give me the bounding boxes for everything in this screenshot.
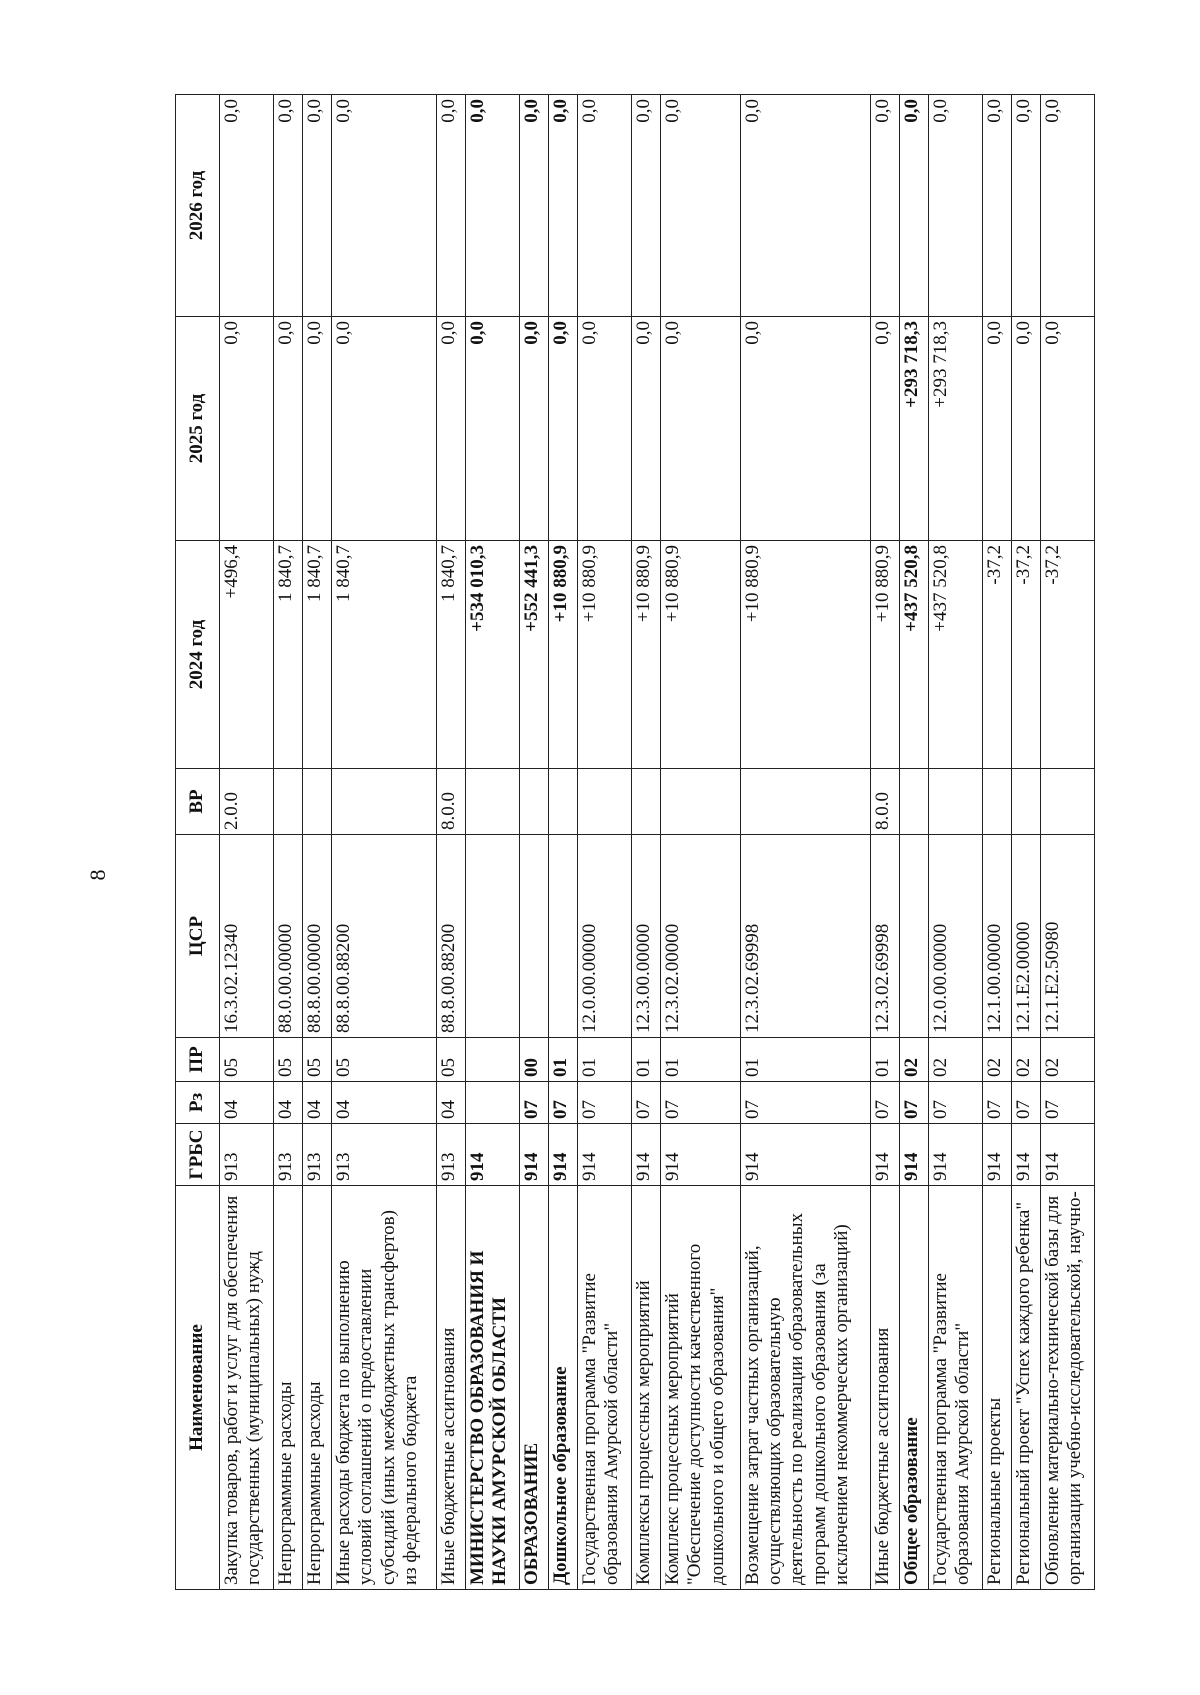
cell-vr bbox=[548, 769, 577, 835]
cell-grbs: 914 bbox=[928, 1124, 982, 1186]
cell-grbs: 914 bbox=[577, 1124, 631, 1186]
cell-csr: 88.8.00.88200 bbox=[331, 835, 436, 1038]
cell-rz: 07 bbox=[740, 1082, 871, 1124]
cell-y2025: 0,0 bbox=[331, 317, 436, 541]
cell-y2026: 0,0 bbox=[928, 95, 982, 317]
cell-pr: 01 bbox=[660, 1038, 740, 1082]
cell-y2024: 1 840,7 bbox=[437, 541, 466, 769]
header-vr: ВР bbox=[176, 769, 220, 835]
cell-csr bbox=[548, 835, 577, 1038]
cell-name: Закупка товаров, работ и услуг для обеспечения государственных (муниципальных) нужд bbox=[220, 1186, 274, 1590]
table-row bbox=[1011, 95, 1040, 1590]
cell-pr: 01 bbox=[740, 1038, 871, 1082]
cell-rz: 07 bbox=[660, 1082, 740, 1124]
cell-grbs: 914 bbox=[632, 1124, 661, 1186]
cell-pr: 02 bbox=[982, 1038, 1011, 1082]
cell-rz: 04 bbox=[331, 1082, 436, 1124]
cell-rz: 07 bbox=[1011, 1082, 1040, 1124]
cell-csr: 88.8.00.88200 bbox=[437, 835, 466, 1038]
cell-pr: 00 bbox=[520, 1038, 549, 1082]
cell-grbs: 914 bbox=[899, 1124, 928, 1186]
table-row bbox=[465, 95, 519, 1590]
cell-y2024: -37,2 bbox=[1040, 541, 1094, 769]
header-2025: 2025 год bbox=[176, 317, 220, 541]
cell-vr bbox=[274, 769, 303, 835]
cell-vr bbox=[740, 769, 871, 835]
cell-rz: 07 bbox=[928, 1082, 982, 1124]
cell-csr: 12.0.00.00000 bbox=[928, 835, 982, 1038]
cell-grbs: 914 bbox=[1040, 1124, 1094, 1186]
cell-csr: 12.3.00.00000 bbox=[632, 835, 661, 1038]
cell-y2025: 0,0 bbox=[1011, 317, 1040, 541]
cell-grbs: 913 bbox=[437, 1124, 466, 1186]
cell-y2025: 0,0 bbox=[274, 317, 303, 541]
cell-vr bbox=[928, 769, 982, 835]
cell-name: Иные расходы бюджета по выполнению условий соглашений о предоставлении субсидий (иных межбюджетных трансфертов) из федерального бюджета bbox=[331, 1186, 436, 1590]
cell-csr: 12.3.02.69998 bbox=[871, 835, 900, 1038]
cell-rz: 04 bbox=[274, 1082, 303, 1124]
cell-y2026: 0,0 bbox=[1011, 95, 1040, 317]
cell-csr: 12.1.00.00000 bbox=[982, 835, 1011, 1038]
cell-y2024: 1 840,7 bbox=[303, 541, 332, 769]
cell-y2026: 0,0 bbox=[520, 95, 549, 317]
cell-name: Региональный проект "Успех каждого ребенка" bbox=[1011, 1186, 1040, 1590]
cell-grbs: 914 bbox=[740, 1124, 871, 1186]
cell-y2026: 0,0 bbox=[1040, 95, 1094, 317]
cell-y2025: 0,0 bbox=[465, 317, 519, 541]
cell-name: Иные бюджетные ассигнования bbox=[871, 1186, 900, 1590]
cell-rz: 04 bbox=[303, 1082, 332, 1124]
cell-y2024: +534 010,3 bbox=[465, 541, 519, 769]
cell-name: Обновление материально-технической базы для организации учебно-исследовательской, научно- bbox=[1040, 1186, 1094, 1590]
cell-y2024: +437 520,8 bbox=[899, 541, 928, 769]
cell-grbs: 913 bbox=[220, 1124, 274, 1186]
cell-y2024: +552 441,3 bbox=[520, 541, 549, 769]
cell-y2024: -37,2 bbox=[982, 541, 1011, 769]
cell-rz: 07 bbox=[520, 1082, 549, 1124]
cell-vr bbox=[899, 769, 928, 835]
cell-vr: 2.0.0 bbox=[220, 769, 274, 835]
cell-pr: 05 bbox=[274, 1038, 303, 1082]
cell-y2025: 0,0 bbox=[303, 317, 332, 541]
cell-pr: 05 bbox=[437, 1038, 466, 1082]
cell-vr: 8.0.0 bbox=[437, 769, 466, 835]
cell-y2026: 0,0 bbox=[632, 95, 661, 317]
cell-y2024: +10 880,9 bbox=[577, 541, 631, 769]
cell-grbs: 914 bbox=[660, 1124, 740, 1186]
cell-csr: 12.3.02.69998 bbox=[740, 835, 871, 1038]
cell-csr: 12.1.E2.50980 bbox=[1040, 835, 1094, 1038]
cell-name: МИНИСТЕРСТВО ОБРАЗОВАНИЯ И НАУКИ АМУРСКОЙ ОБЛАСТИ bbox=[465, 1186, 519, 1590]
cell-grbs: 914 bbox=[548, 1124, 577, 1186]
cell-vr bbox=[982, 769, 1011, 835]
cell-y2024: +437 520,8 bbox=[928, 541, 982, 769]
cell-name: Государственная программа "Развитие образования Амурской области" bbox=[577, 1186, 631, 1590]
cell-pr: 01 bbox=[577, 1038, 631, 1082]
cell-y2024: -37,2 bbox=[1011, 541, 1040, 769]
cell-csr bbox=[899, 835, 928, 1038]
cell-csr: 12.1.E2.00000 bbox=[1011, 835, 1040, 1038]
cell-name: Непрограммные расходы bbox=[274, 1186, 303, 1590]
cell-csr: 12.3.02.00000 bbox=[660, 835, 740, 1038]
table-row bbox=[331, 95, 436, 1590]
cell-vr bbox=[520, 769, 549, 835]
table-row bbox=[220, 95, 274, 1590]
cell-csr bbox=[465, 835, 519, 1038]
cell-vr bbox=[331, 769, 436, 835]
cell-rz: 07 bbox=[548, 1082, 577, 1124]
cell-y2024: +10 880,9 bbox=[548, 541, 577, 769]
cell-grbs: 914 bbox=[1011, 1124, 1040, 1186]
cell-vr bbox=[577, 769, 631, 835]
cell-y2025: 0,0 bbox=[632, 317, 661, 541]
cell-y2025: 0,0 bbox=[520, 317, 549, 541]
cell-vr bbox=[1011, 769, 1040, 835]
table-row bbox=[871, 95, 900, 1590]
table-row bbox=[1040, 95, 1094, 1590]
cell-name: Дошкольное образование bbox=[548, 1186, 577, 1590]
cell-y2026: 0,0 bbox=[871, 95, 900, 317]
cell-y2026: 0,0 bbox=[982, 95, 1011, 317]
cell-pr: 05 bbox=[220, 1038, 274, 1082]
table-row bbox=[632, 95, 661, 1590]
header-2024: 2024 год bbox=[176, 541, 220, 769]
cell-y2025: 0,0 bbox=[577, 317, 631, 541]
budget-table bbox=[175, 94, 1095, 1590]
cell-grbs: 914 bbox=[520, 1124, 549, 1186]
table-row bbox=[899, 95, 928, 1590]
cell-vr bbox=[303, 769, 332, 835]
cell-y2026: 0,0 bbox=[899, 95, 928, 317]
table-row bbox=[274, 95, 303, 1590]
cell-name: Государственная программа "Развитие образования Амурской области" bbox=[928, 1186, 982, 1590]
header-2026: 2026 год bbox=[176, 95, 220, 317]
table-row bbox=[660, 95, 740, 1590]
cell-pr: 01 bbox=[632, 1038, 661, 1082]
cell-name: Комплексы процессных мероприятий bbox=[632, 1186, 661, 1590]
cell-pr: 05 bbox=[331, 1038, 436, 1082]
cell-y2024: 1 840,7 bbox=[274, 541, 303, 769]
cell-y2026: 0,0 bbox=[660, 95, 740, 317]
cell-pr: 02 bbox=[1040, 1038, 1094, 1082]
cell-pr: 01 bbox=[548, 1038, 577, 1082]
cell-y2026: 0,0 bbox=[220, 95, 274, 317]
cell-y2025: 0,0 bbox=[1040, 317, 1094, 541]
cell-pr: 02 bbox=[928, 1038, 982, 1082]
header-csr: ЦСР bbox=[176, 835, 220, 1038]
cell-rz: 07 bbox=[982, 1082, 1011, 1124]
cell-y2025: 0,0 bbox=[982, 317, 1011, 541]
cell-y2025: 0,0 bbox=[437, 317, 466, 541]
cell-vr bbox=[660, 769, 740, 835]
cell-y2026: 0,0 bbox=[303, 95, 332, 317]
cell-rz: 07 bbox=[871, 1082, 900, 1124]
cell-y2024: +10 880,9 bbox=[740, 541, 871, 769]
cell-y2025: 0,0 bbox=[548, 317, 577, 541]
cell-pr: 01 bbox=[871, 1038, 900, 1082]
table-row bbox=[928, 95, 982, 1590]
cell-rz: 07 bbox=[1040, 1082, 1094, 1124]
cell-rz bbox=[465, 1082, 519, 1124]
cell-pr bbox=[465, 1038, 519, 1082]
cell-grbs: 914 bbox=[871, 1124, 900, 1186]
cell-y2025: 0,0 bbox=[220, 317, 274, 541]
cell-y2026: 0,0 bbox=[577, 95, 631, 317]
cell-rz: 07 bbox=[632, 1082, 661, 1124]
cell-name: Возмещение затрат частных организаций, осуществляющих образовательную деятельность по реализации образовательных программ дошкольного образования (за исключением некоммерческих организаций) bbox=[740, 1186, 871, 1590]
cell-grbs: 914 bbox=[982, 1124, 1011, 1186]
cell-vr: 8.0.0 bbox=[871, 769, 900, 835]
cell-grbs: 913 bbox=[303, 1124, 332, 1186]
cell-y2025: +293 718,3 bbox=[928, 317, 982, 541]
cell-y2026: 0,0 bbox=[465, 95, 519, 317]
cell-y2026: 0,0 bbox=[437, 95, 466, 317]
table-row bbox=[303, 95, 332, 1590]
header-rz: Рз bbox=[176, 1082, 220, 1124]
cell-y2025: +293 718,3 bbox=[899, 317, 928, 541]
cell-y2026: 0,0 bbox=[331, 95, 436, 317]
cell-grbs: 913 bbox=[274, 1124, 303, 1186]
cell-name: Комплекс процессных мероприятий "Обеспечение доступности качественного дошкольного и общего образования" bbox=[660, 1186, 740, 1590]
table-header-row bbox=[176, 95, 220, 1590]
cell-y2024: +10 880,9 bbox=[871, 541, 900, 769]
cell-name: Иные бюджетные ассигнования bbox=[437, 1186, 466, 1590]
page-number: 8 bbox=[85, 869, 110, 881]
cell-rz: 07 bbox=[899, 1082, 928, 1124]
cell-y2024: +10 880,9 bbox=[660, 541, 740, 769]
cell-csr bbox=[520, 835, 549, 1038]
cell-y2025: 0,0 bbox=[740, 317, 871, 541]
table-row bbox=[740, 95, 871, 1590]
cell-y2024: +10 880,9 bbox=[632, 541, 661, 769]
cell-y2026: 0,0 bbox=[274, 95, 303, 317]
rotated-table-container bbox=[175, 95, 1095, 1590]
cell-rz: 04 bbox=[437, 1082, 466, 1124]
cell-csr: 88.8.00.00000 bbox=[303, 835, 332, 1038]
header-grbs: ГРБС bbox=[176, 1124, 220, 1186]
cell-csr: 88.0.00.00000 bbox=[274, 835, 303, 1038]
cell-vr bbox=[465, 769, 519, 835]
cell-vr bbox=[632, 769, 661, 835]
cell-name: Непрограммные расходы bbox=[303, 1186, 332, 1590]
cell-y2025: 0,0 bbox=[871, 317, 900, 541]
table-row bbox=[437, 95, 466, 1590]
table-row bbox=[548, 95, 577, 1590]
table-row bbox=[982, 95, 1011, 1590]
cell-csr: 16.3.02.12340 bbox=[220, 835, 274, 1038]
cell-pr: 05 bbox=[303, 1038, 332, 1082]
cell-pr: 02 bbox=[1011, 1038, 1040, 1082]
cell-grbs: 914 bbox=[465, 1124, 519, 1186]
cell-y2024: 1 840,7 bbox=[331, 541, 436, 769]
cell-y2026: 0,0 bbox=[548, 95, 577, 317]
cell-pr: 02 bbox=[899, 1038, 928, 1082]
cell-grbs: 913 bbox=[331, 1124, 436, 1186]
cell-name: ОБРАЗОВАНИЕ bbox=[520, 1186, 549, 1590]
cell-vr bbox=[1040, 769, 1094, 835]
table-row bbox=[520, 95, 549, 1590]
cell-csr: 12.0.00.00000 bbox=[577, 835, 631, 1038]
cell-y2026: 0,0 bbox=[740, 95, 871, 317]
cell-rz: 07 bbox=[577, 1082, 631, 1124]
header-name: Наименование bbox=[176, 1186, 220, 1590]
cell-name: Общее образование bbox=[899, 1186, 928, 1590]
cell-name: Региональные проекты bbox=[982, 1186, 1011, 1590]
cell-rz: 04 bbox=[220, 1082, 274, 1124]
header-pr: ПР bbox=[176, 1038, 220, 1082]
cell-y2024: +496,4 bbox=[220, 541, 274, 769]
table-row bbox=[577, 95, 631, 1590]
cell-y2025: 0,0 bbox=[660, 317, 740, 541]
